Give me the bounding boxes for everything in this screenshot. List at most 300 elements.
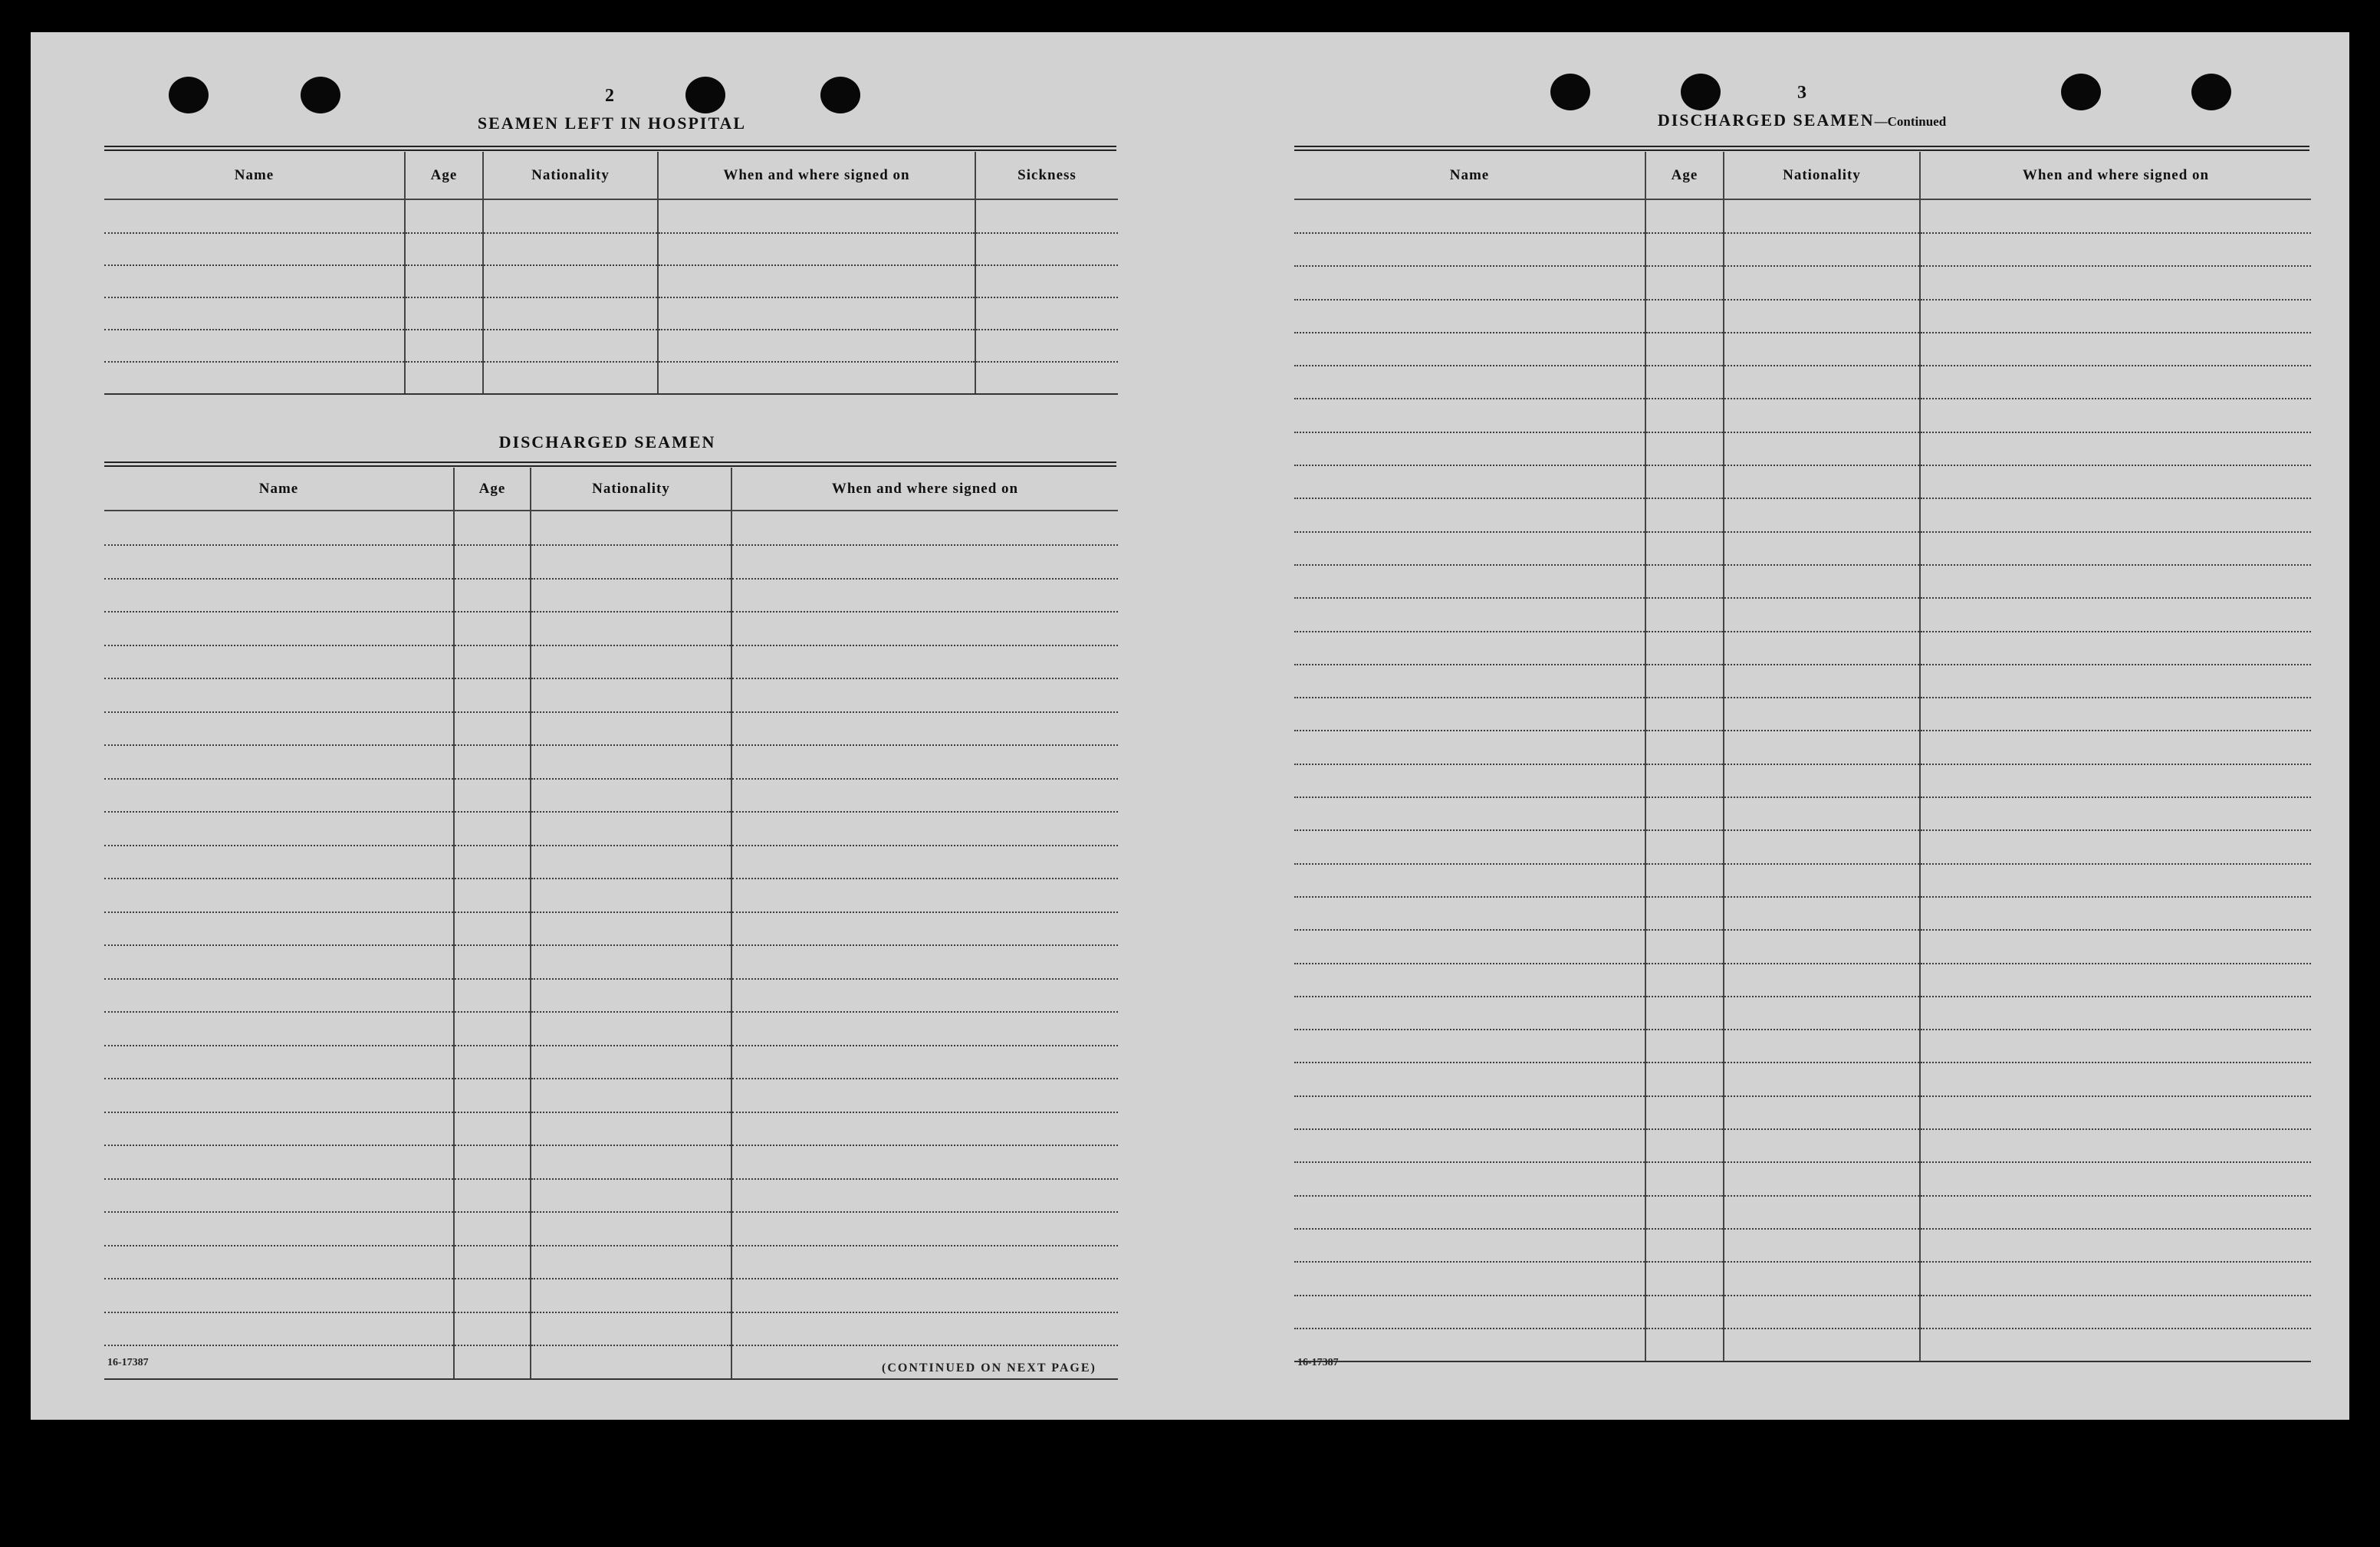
discharged-continued-title [1658, 110, 1946, 130]
nationality-cell[interactable] [483, 297, 658, 330]
name-cell[interactable] [1294, 1329, 1645, 1361]
nationality-cell[interactable] [1724, 333, 1920, 366]
nationality-cell[interactable] [1724, 864, 1920, 897]
signed-on-cell[interactable] [658, 199, 975, 233]
name-cell[interactable] [1294, 1296, 1645, 1329]
nationality-cell[interactable] [531, 979, 731, 1013]
signed-on-cell[interactable] [1920, 964, 2311, 997]
signed-on-cell[interactable] [731, 745, 1118, 779]
age-cell[interactable] [454, 745, 531, 779]
table-row [1294, 632, 2311, 665]
nationality-cell[interactable] [1724, 199, 1920, 233]
age-cell[interactable] [1645, 1262, 1724, 1295]
age-cell[interactable] [454, 1312, 531, 1346]
age-cell[interactable] [1645, 1096, 1724, 1129]
name-cell[interactable] [1294, 498, 1645, 531]
nationality-cell[interactable] [1724, 997, 1920, 1030]
age-cell[interactable] [1645, 864, 1724, 897]
age-cell[interactable] [454, 1246, 531, 1279]
signed-on-cell[interactable] [731, 1312, 1118, 1346]
signed-on-cell[interactable] [1920, 1063, 2311, 1095]
age-cell[interactable] [1645, 333, 1724, 366]
table-row [1294, 1329, 2311, 1361]
signed-on-cell[interactable] [1920, 465, 2311, 498]
signed-on-cell[interactable] [731, 712, 1118, 746]
signed-on-cell[interactable] [1920, 1329, 2311, 1361]
table-row [1294, 1196, 2311, 1229]
table-row [104, 1246, 1118, 1279]
age-cell[interactable] [1645, 532, 1724, 565]
age-cell[interactable] [1645, 964, 1724, 997]
nationality-cell[interactable] [1724, 1296, 1920, 1329]
nationality-cell[interactable] [1724, 897, 1920, 930]
name-cell[interactable] [1294, 665, 1645, 698]
table-row [1294, 565, 2311, 598]
nationality-cell[interactable] [483, 233, 658, 265]
signed-on-cell[interactable] [1920, 432, 2311, 465]
table-row [104, 1179, 1118, 1213]
signed-on-cell[interactable] [1920, 366, 2311, 399]
age-cell[interactable] [405, 199, 483, 233]
name-cell[interactable] [1294, 199, 1645, 233]
name-cell[interactable] [1294, 233, 1645, 266]
nationality-cell[interactable] [1724, 830, 1920, 863]
age-cell[interactable] [454, 545, 531, 579]
signed-on-cell[interactable] [1920, 997, 2311, 1030]
nationality-cell[interactable] [1724, 964, 1920, 997]
signed-on-cell[interactable] [731, 1012, 1118, 1046]
signed-on-cell[interactable] [1920, 532, 2311, 565]
name-cell[interactable] [104, 979, 454, 1013]
age-cell[interactable] [1645, 930, 1724, 963]
age-cell[interactable] [454, 846, 531, 879]
table-row [1294, 199, 2311, 233]
column-header-name: Name [104, 468, 454, 511]
name-cell[interactable] [104, 779, 454, 813]
nationality-cell[interactable] [1724, 731, 1920, 764]
signed-on-cell[interactable] [1920, 830, 2311, 863]
nationality-cell[interactable] [1724, 1063, 1920, 1095]
age-cell[interactable] [1645, 1329, 1724, 1361]
age-cell[interactable] [405, 330, 483, 362]
age-cell[interactable] [454, 879, 531, 912]
name-cell[interactable] [1294, 266, 1645, 299]
table-row [104, 199, 1118, 233]
age-cell[interactable] [454, 1046, 531, 1079]
name-cell[interactable] [104, 712, 454, 746]
nationality-cell[interactable] [531, 912, 731, 946]
nationality-cell[interactable] [1724, 1262, 1920, 1295]
signed-on-cell[interactable] [1920, 1296, 2311, 1329]
age-cell[interactable] [1645, 764, 1724, 797]
table-row [104, 265, 1118, 297]
name-cell[interactable] [104, 846, 454, 879]
nationality-cell[interactable] [1724, 1196, 1920, 1229]
nationality-cell[interactable] [483, 265, 658, 297]
name-cell[interactable] [1294, 1262, 1645, 1295]
age-cell[interactable] [405, 233, 483, 265]
name-cell[interactable] [1294, 830, 1645, 863]
nationality-cell[interactable] [1724, 797, 1920, 830]
age-cell[interactable] [1645, 1030, 1724, 1063]
nationality-cell[interactable] [1724, 366, 1920, 399]
nationality-cell[interactable] [1724, 300, 1920, 333]
name-cell[interactable] [1294, 632, 1645, 665]
sickness-cell[interactable] [975, 362, 1118, 394]
signed-on-cell[interactable] [1920, 764, 2311, 797]
name-cell[interactable] [104, 1145, 454, 1179]
nationality-cell[interactable] [531, 1345, 731, 1379]
age-cell[interactable] [454, 812, 531, 846]
signed-on-cell[interactable] [658, 233, 975, 265]
nationality-cell[interactable] [531, 678, 731, 712]
age-cell[interactable] [1645, 432, 1724, 465]
table-row [104, 612, 1118, 645]
nationality-cell[interactable] [531, 612, 731, 645]
nationality-cell[interactable] [1724, 233, 1920, 266]
nationality-cell[interactable] [531, 545, 731, 579]
name-cell[interactable] [104, 297, 405, 330]
nationality-cell[interactable] [1724, 1096, 1920, 1129]
name-cell[interactable] [1294, 1030, 1645, 1063]
name-cell[interactable] [104, 1345, 454, 1379]
nationality-cell[interactable] [1724, 698, 1920, 731]
name-cell[interactable] [104, 1179, 454, 1213]
nationality-cell[interactable] [483, 199, 658, 233]
nationality-cell[interactable] [1724, 1229, 1920, 1262]
column-header-signed-on: When and where signed on [658, 152, 975, 199]
age-cell[interactable] [1645, 300, 1724, 333]
name-cell[interactable] [1294, 432, 1645, 465]
age-cell[interactable] [1645, 797, 1724, 830]
signed-on-cell[interactable] [1920, 1030, 2311, 1063]
column-header-sickness: Sickness [975, 152, 1118, 199]
age-cell[interactable] [1645, 199, 1724, 233]
name-cell[interactable] [1294, 764, 1645, 797]
signed-on-cell[interactable] [1920, 598, 2311, 631]
age-cell[interactable] [454, 579, 531, 613]
signed-on-cell[interactable] [731, 1212, 1118, 1246]
signed-on-cell[interactable] [1920, 1096, 2311, 1129]
signed-on-cell[interactable] [1920, 731, 2311, 764]
signed-on-cell[interactable] [1920, 1262, 2311, 1295]
table-row [1294, 1229, 2311, 1262]
name-cell[interactable] [1294, 897, 1645, 930]
signed-on-cell[interactable] [1920, 300, 2311, 333]
signed-on-cell[interactable] [1920, 199, 2311, 233]
sickness-cell[interactable] [975, 233, 1118, 265]
signed-on-cell[interactable] [658, 265, 975, 297]
nationality-cell[interactable] [1724, 532, 1920, 565]
table-row [104, 297, 1118, 330]
signed-on-cell[interactable] [1920, 864, 2311, 897]
signed-on-cell[interactable] [1920, 565, 2311, 598]
signed-on-cell[interactable] [731, 812, 1118, 846]
column-header-nationality: Nationality [1724, 152, 1920, 199]
age-cell[interactable] [454, 1112, 531, 1146]
table-row [1294, 764, 2311, 797]
name-cell[interactable] [104, 362, 405, 394]
age-cell[interactable] [1645, 698, 1724, 731]
signed-on-cell[interactable] [731, 511, 1118, 545]
age-cell[interactable] [1645, 1129, 1724, 1162]
nationality-cell[interactable] [1724, 565, 1920, 598]
name-cell[interactable] [104, 1246, 454, 1279]
signed-on-cell[interactable] [1920, 1229, 2311, 1262]
name-cell[interactable] [1294, 598, 1645, 631]
age-cell[interactable] [454, 912, 531, 946]
age-cell[interactable] [454, 1279, 531, 1312]
nationality-cell[interactable] [1724, 266, 1920, 299]
name-cell[interactable] [104, 579, 454, 613]
age-cell[interactable] [405, 362, 483, 394]
age-cell[interactable] [454, 1179, 531, 1213]
name-cell[interactable] [1294, 565, 1645, 598]
nationality-cell[interactable] [531, 812, 731, 846]
nationality-cell[interactable] [1724, 632, 1920, 665]
signed-on-cell[interactable] [731, 1246, 1118, 1279]
nationality-cell[interactable] [531, 1246, 731, 1279]
name-cell[interactable] [104, 745, 454, 779]
signed-on-cell[interactable] [1920, 698, 2311, 731]
age-cell[interactable] [1645, 897, 1724, 930]
signed-on-cell[interactable] [1920, 399, 2311, 432]
nationality-cell[interactable] [531, 579, 731, 613]
age-cell[interactable] [1645, 465, 1724, 498]
name-cell[interactable] [1294, 864, 1645, 897]
signed-on-cell[interactable] [731, 1046, 1118, 1079]
title-main: DISCHARGED SEAMEN [1657, 110, 1875, 130]
nationality-cell[interactable] [531, 1145, 731, 1179]
table-row [1294, 333, 2311, 366]
signed-on-cell[interactable] [731, 846, 1118, 879]
nationality-cell[interactable] [1724, 1129, 1920, 1162]
age-cell[interactable] [454, 1145, 531, 1179]
age-cell[interactable] [454, 779, 531, 813]
sickness-cell[interactable] [975, 199, 1118, 233]
name-cell[interactable] [1294, 333, 1645, 366]
age-cell[interactable] [1645, 1063, 1724, 1095]
age-cell[interactable] [1645, 997, 1724, 1030]
name-cell[interactable] [1294, 1229, 1645, 1262]
name-cell[interactable] [104, 945, 454, 979]
nationality-cell[interactable] [1724, 665, 1920, 698]
age-cell[interactable] [405, 297, 483, 330]
signed-on-cell[interactable] [731, 579, 1118, 613]
nationality-cell[interactable] [531, 1179, 731, 1213]
column-header-nationality: Nationality [483, 152, 658, 199]
signed-on-cell[interactable] [731, 779, 1118, 813]
nationality-cell[interactable] [531, 1312, 731, 1346]
age-cell[interactable] [1645, 498, 1724, 531]
age-cell[interactable] [1645, 565, 1724, 598]
name-cell[interactable] [1294, 1196, 1645, 1229]
signed-on-cell[interactable] [1920, 897, 2311, 930]
age-cell[interactable] [454, 678, 531, 712]
age-cell[interactable] [1645, 1162, 1724, 1195]
name-cell[interactable] [1294, 465, 1645, 498]
sickness-cell[interactable] [975, 265, 1118, 297]
signed-on-cell[interactable] [1920, 233, 2311, 266]
nationality-cell[interactable] [1724, 1162, 1920, 1195]
name-cell[interactable] [1294, 1129, 1645, 1162]
name-cell[interactable] [1294, 797, 1645, 830]
signed-on-cell[interactable] [658, 297, 975, 330]
age-cell[interactable] [1645, 366, 1724, 399]
nationality-cell[interactable] [1724, 1030, 1920, 1063]
nationality-cell[interactable] [531, 511, 731, 545]
name-cell[interactable] [104, 330, 405, 362]
age-cell[interactable] [454, 1212, 531, 1246]
signed-on-cell[interactable] [731, 1079, 1118, 1112]
nationality-cell[interactable] [531, 1279, 731, 1312]
age-cell[interactable] [1645, 1196, 1724, 1229]
age-cell[interactable] [454, 645, 531, 679]
nationality-cell[interactable] [1724, 432, 1920, 465]
age-cell[interactable] [454, 1012, 531, 1046]
age-cell[interactable] [454, 511, 531, 545]
signed-on-cell[interactable] [731, 1179, 1118, 1213]
name-cell[interactable] [104, 678, 454, 712]
nationality-cell[interactable] [531, 712, 731, 746]
nationality-cell[interactable] [531, 879, 731, 912]
signed-on-cell[interactable] [1920, 665, 2311, 698]
name-cell[interactable] [104, 1312, 454, 1346]
age-cell[interactable] [1645, 830, 1724, 863]
punch-hole-icon [2191, 74, 2231, 110]
signed-on-cell[interactable] [731, 1279, 1118, 1312]
signed-on-cell[interactable] [731, 645, 1118, 679]
name-cell[interactable] [1294, 930, 1645, 963]
name-cell[interactable] [104, 912, 454, 946]
signed-on-cell[interactable] [1920, 333, 2311, 366]
sickness-cell[interactable] [975, 330, 1118, 362]
age-cell[interactable] [405, 265, 483, 297]
nationality-cell[interactable] [1724, 399, 1920, 432]
nationality-cell[interactable] [531, 846, 731, 879]
table-row [104, 712, 1118, 746]
name-cell[interactable] [104, 265, 405, 297]
name-cell[interactable] [104, 1046, 454, 1079]
name-cell[interactable] [104, 1112, 454, 1146]
name-cell[interactable] [104, 545, 454, 579]
nationality-cell[interactable] [483, 362, 658, 394]
signed-on-cell[interactable] [731, 879, 1118, 912]
name-cell[interactable] [1294, 532, 1645, 565]
nationality-cell[interactable] [1724, 465, 1920, 498]
age-cell[interactable] [454, 712, 531, 746]
age-cell[interactable] [1645, 233, 1724, 266]
age-cell[interactable] [1645, 399, 1724, 432]
signed-on-cell[interactable] [1920, 632, 2311, 665]
name-cell[interactable] [104, 645, 454, 679]
nationality-cell[interactable] [1724, 598, 1920, 631]
age-cell[interactable] [1645, 266, 1724, 299]
name-cell[interactable] [104, 879, 454, 912]
name-cell[interactable] [1294, 1162, 1645, 1195]
nationality-cell[interactable] [531, 1079, 731, 1112]
signed-on-cell[interactable] [1920, 1129, 2311, 1162]
age-cell[interactable] [454, 612, 531, 645]
nationality-cell[interactable] [531, 745, 731, 779]
age-cell[interactable] [1645, 731, 1724, 764]
name-cell[interactable] [104, 1079, 454, 1112]
name-cell[interactable] [104, 511, 454, 545]
signed-on-cell[interactable] [1920, 930, 2311, 963]
signed-on-cell[interactable] [1920, 797, 2311, 830]
name-cell[interactable] [1294, 366, 1645, 399]
name-cell[interactable] [104, 812, 454, 846]
name-cell[interactable] [1294, 399, 1645, 432]
signed-on-cell[interactable] [731, 545, 1118, 579]
signed-on-cell[interactable] [731, 912, 1118, 946]
nationality-cell[interactable] [1724, 498, 1920, 531]
age-cell[interactable] [1645, 665, 1724, 698]
signed-on-cell[interactable] [731, 945, 1118, 979]
name-cell[interactable] [104, 612, 454, 645]
age-cell[interactable] [1645, 598, 1724, 631]
signed-on-cell[interactable] [1920, 1162, 2311, 1195]
age-cell[interactable] [1645, 632, 1724, 665]
age-cell[interactable] [454, 1079, 531, 1112]
table-row [1294, 1296, 2311, 1329]
nationality-cell[interactable] [531, 779, 731, 813]
signed-on-cell[interactable] [731, 979, 1118, 1013]
name-cell[interactable] [1294, 698, 1645, 731]
nationality-cell[interactable] [1724, 930, 1920, 963]
name-cell[interactable] [104, 233, 405, 265]
signed-on-cell[interactable] [731, 1145, 1118, 1179]
name-cell[interactable] [1294, 1063, 1645, 1095]
signed-on-cell[interactable] [1920, 1196, 2311, 1229]
nationality-cell[interactable] [531, 1012, 731, 1046]
signed-on-cell[interactable] [1920, 498, 2311, 531]
signed-on-cell[interactable] [731, 1112, 1118, 1146]
nationality-cell[interactable] [1724, 764, 1920, 797]
age-cell[interactable] [454, 1345, 531, 1379]
nationality-cell[interactable] [531, 1212, 731, 1246]
signed-on-cell[interactable] [658, 362, 975, 394]
nationality-cell[interactable] [531, 1046, 731, 1079]
nationality-cell[interactable] [1724, 1329, 1920, 1361]
name-cell[interactable] [1294, 300, 1645, 333]
name-cell[interactable] [1294, 731, 1645, 764]
name-cell[interactable] [1294, 964, 1645, 997]
name-cell[interactable] [104, 1212, 454, 1246]
sickness-cell[interactable] [975, 297, 1118, 330]
name-cell[interactable] [1294, 1096, 1645, 1129]
nationality-cell[interactable] [531, 645, 731, 679]
signed-on-cell[interactable] [731, 678, 1118, 712]
age-cell[interactable] [1645, 1229, 1724, 1262]
nationality-cell[interactable] [531, 945, 731, 979]
signed-on-cell[interactable] [731, 612, 1118, 645]
age-cell[interactable] [454, 945, 531, 979]
nationality-cell[interactable] [531, 1112, 731, 1146]
name-cell[interactable] [104, 1012, 454, 1046]
table-row [104, 330, 1118, 362]
name-cell[interactable] [104, 199, 405, 233]
punch-hole-icon [685, 77, 725, 113]
signed-on-cell[interactable] [1920, 266, 2311, 299]
signed-on-cell[interactable] [658, 330, 975, 362]
name-cell[interactable] [1294, 997, 1645, 1030]
name-cell[interactable] [104, 1279, 454, 1312]
table-row [104, 812, 1118, 846]
age-cell[interactable] [454, 979, 531, 1013]
nationality-cell[interactable] [483, 330, 658, 362]
age-cell[interactable] [1645, 1296, 1724, 1329]
